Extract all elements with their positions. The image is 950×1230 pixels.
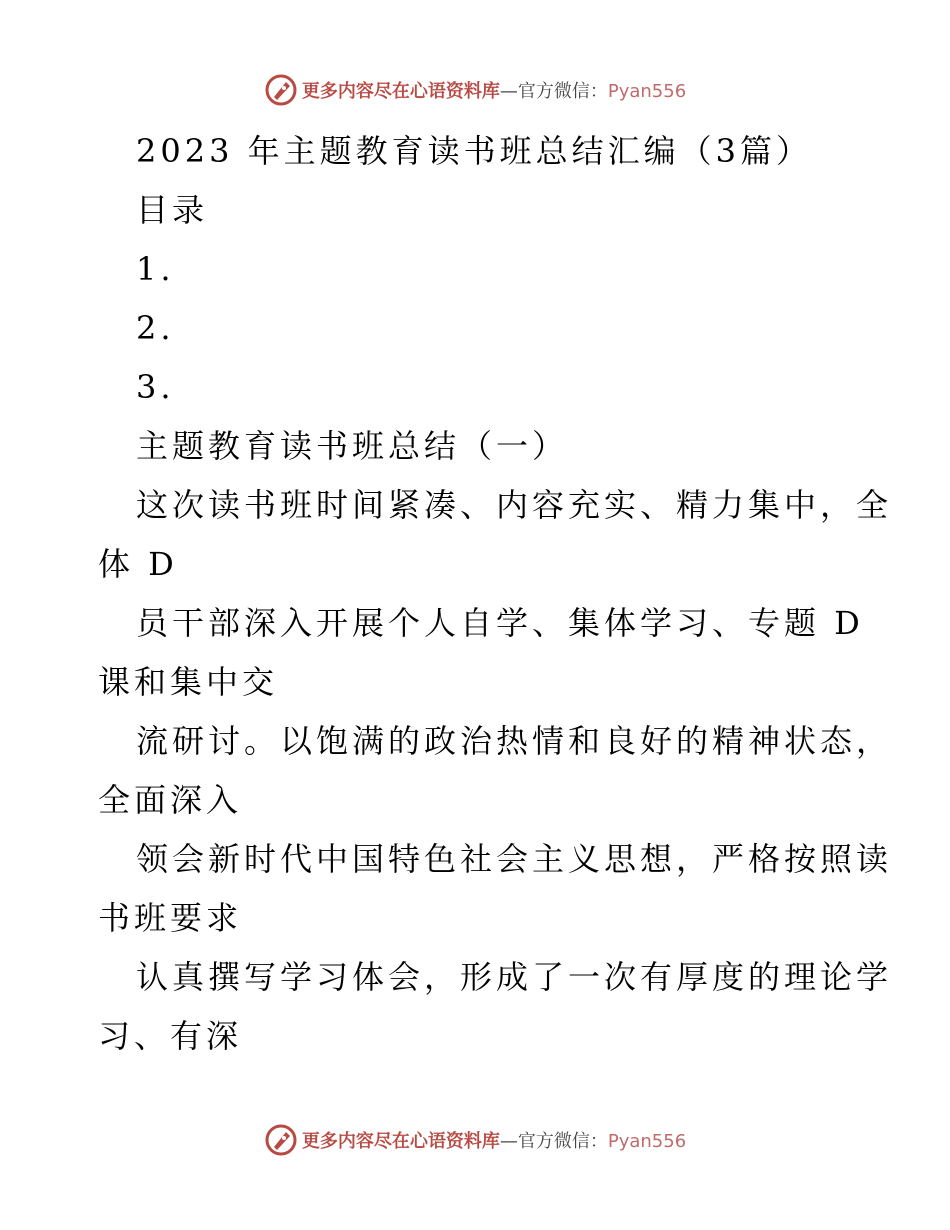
- paragraph-line: 全面深入: [98, 781, 243, 819]
- footer-watermark-banner: [0, 1120, 950, 1160]
- paragraph-line: 体 D: [98, 545, 178, 583]
- toc-item: 2.: [136, 309, 175, 347]
- banner-text: 更多内容尽在心语资料库—官方微信：Pyan556: [301, 1131, 687, 1152]
- document-title: 2023 年主题教育读书班总结汇编（3篇）: [136, 132, 812, 170]
- banner-text: 更多内容尽在心语资料库—官方微信：Pyan556: [301, 81, 687, 102]
- pen-nib-logo-icon: [264, 73, 298, 107]
- paragraph-line: 课和集中交: [98, 663, 279, 701]
- paragraph-line: 习、有深: [98, 1017, 243, 1055]
- paragraph-line: 流研讨。以饱满的政治热情和良好的精神状态，: [136, 722, 893, 760]
- paragraph-line: 领会新时代中国特色社会主义思想，严格按照读: [136, 840, 893, 878]
- toc-heading: 目录: [136, 191, 209, 229]
- document-body: [98, 122, 893, 1066]
- paragraph-line: 员干部深入开展个人自学、集体学习、专题 D: [136, 604, 864, 642]
- header-watermark-banner: [0, 70, 950, 110]
- toc-item: 1.: [136, 250, 175, 288]
- toc-item: 3.: [136, 368, 175, 406]
- paragraph-line: 认真撰写学习体会，形成了一次有厚度的理论学: [136, 958, 893, 996]
- pen-nib-logo-icon: [264, 1123, 298, 1157]
- paragraph-line: 书班要求: [98, 899, 243, 937]
- section-heading: 主题教育读书班总结（一）: [136, 427, 569, 465]
- paragraph-line: 这次读书班时间紧凑、内容充实、精力集中，全: [136, 486, 893, 524]
